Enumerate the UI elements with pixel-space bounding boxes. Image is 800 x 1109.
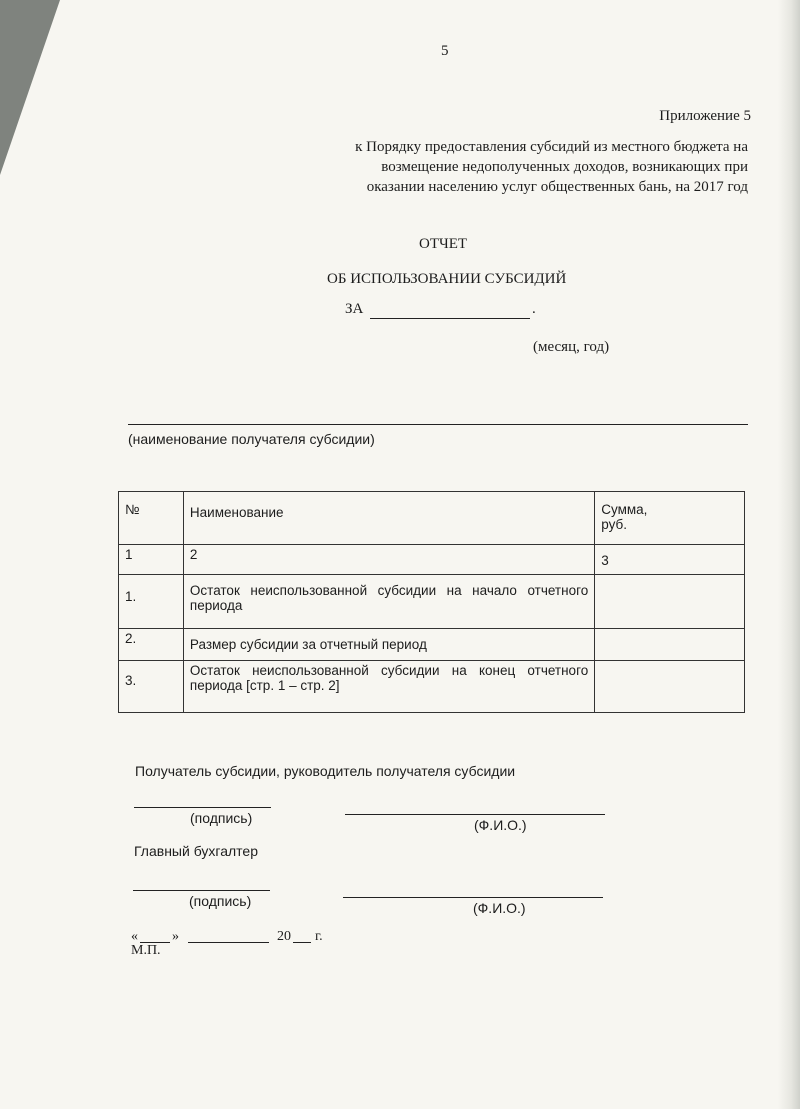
recipient-hint: (наименование получателя субсидии) [128, 431, 375, 447]
date-month-field [188, 942, 269, 943]
appendix-title: Приложение 5 [659, 108, 751, 124]
accountant-fio-field [343, 897, 603, 898]
index-cell: 1 [119, 545, 184, 575]
table-row [119, 575, 745, 629]
table-row [119, 629, 745, 661]
period-prefix: ЗА [345, 301, 364, 317]
row-name: Остаток неиспользованной субсидии на конец отчетного периода [стр. 1 – стр. 2] [183, 661, 594, 713]
report-subtitle: ОБ ИСПОЛЬЗОВАНИИ СУБСИДИЙ [327, 271, 567, 287]
row-sum [595, 575, 745, 629]
header-num: № [119, 492, 184, 545]
header-sum: Сумма, руб. [595, 492, 745, 545]
recipient-field [128, 424, 748, 425]
period-hint: (месяц, год) [533, 339, 610, 355]
date-year-field [293, 942, 311, 943]
date-close-quote: » [172, 929, 179, 944]
year-suffix: г. [315, 929, 323, 944]
row-name: Остаток неиспользованной субсидии на начало отчетного периода [183, 575, 594, 629]
report-table [118, 491, 745, 713]
row-sum [595, 661, 745, 713]
report-title: ОТЧЕТ [419, 236, 468, 252]
year-prefix: 20 [277, 929, 291, 944]
page-edge [778, 0, 800, 1109]
stamp-label: М.П. [131, 943, 161, 958]
table-header-row [119, 492, 745, 545]
recipient-signature-field [134, 807, 271, 808]
index-cell: 2 [183, 545, 594, 575]
row-num: 2. [119, 629, 184, 661]
fio-hint: (Ф.И.О.) [473, 900, 526, 916]
row-name: Размер субсидии за отчетный период [183, 629, 594, 661]
table-row [119, 661, 745, 713]
header-name: Наименование [183, 492, 594, 545]
table-index-row [119, 545, 745, 575]
index-cell: 3 [595, 545, 745, 575]
appendix-text: к Порядку предоставления субсидий из местного бюджета на возмещение недополученных доходов, возникающих при оказании населению услуг общественных бань, на 2017 год [355, 139, 748, 195]
row-num: 1. [119, 575, 184, 629]
period-field [370, 318, 530, 319]
signature-hint: (подпись) [190, 810, 253, 826]
fio-hint: (Ф.И.О.) [474, 817, 527, 833]
signature-hint: (подпись) [189, 893, 252, 909]
row-num: 3. [119, 661, 184, 713]
page-number: 5 [441, 43, 449, 59]
date-open-quote: « [131, 929, 138, 944]
recipient-fio-field [345, 814, 605, 815]
accountant-signature-field [133, 890, 270, 891]
period-suffix: . [532, 301, 536, 317]
accountant-label: Главный бухгалтер [134, 843, 258, 859]
row-sum [595, 629, 745, 661]
recipient-label: Получатель субсидии, руководитель получателя субсидии [135, 763, 516, 779]
folded-corner [0, 0, 60, 175]
